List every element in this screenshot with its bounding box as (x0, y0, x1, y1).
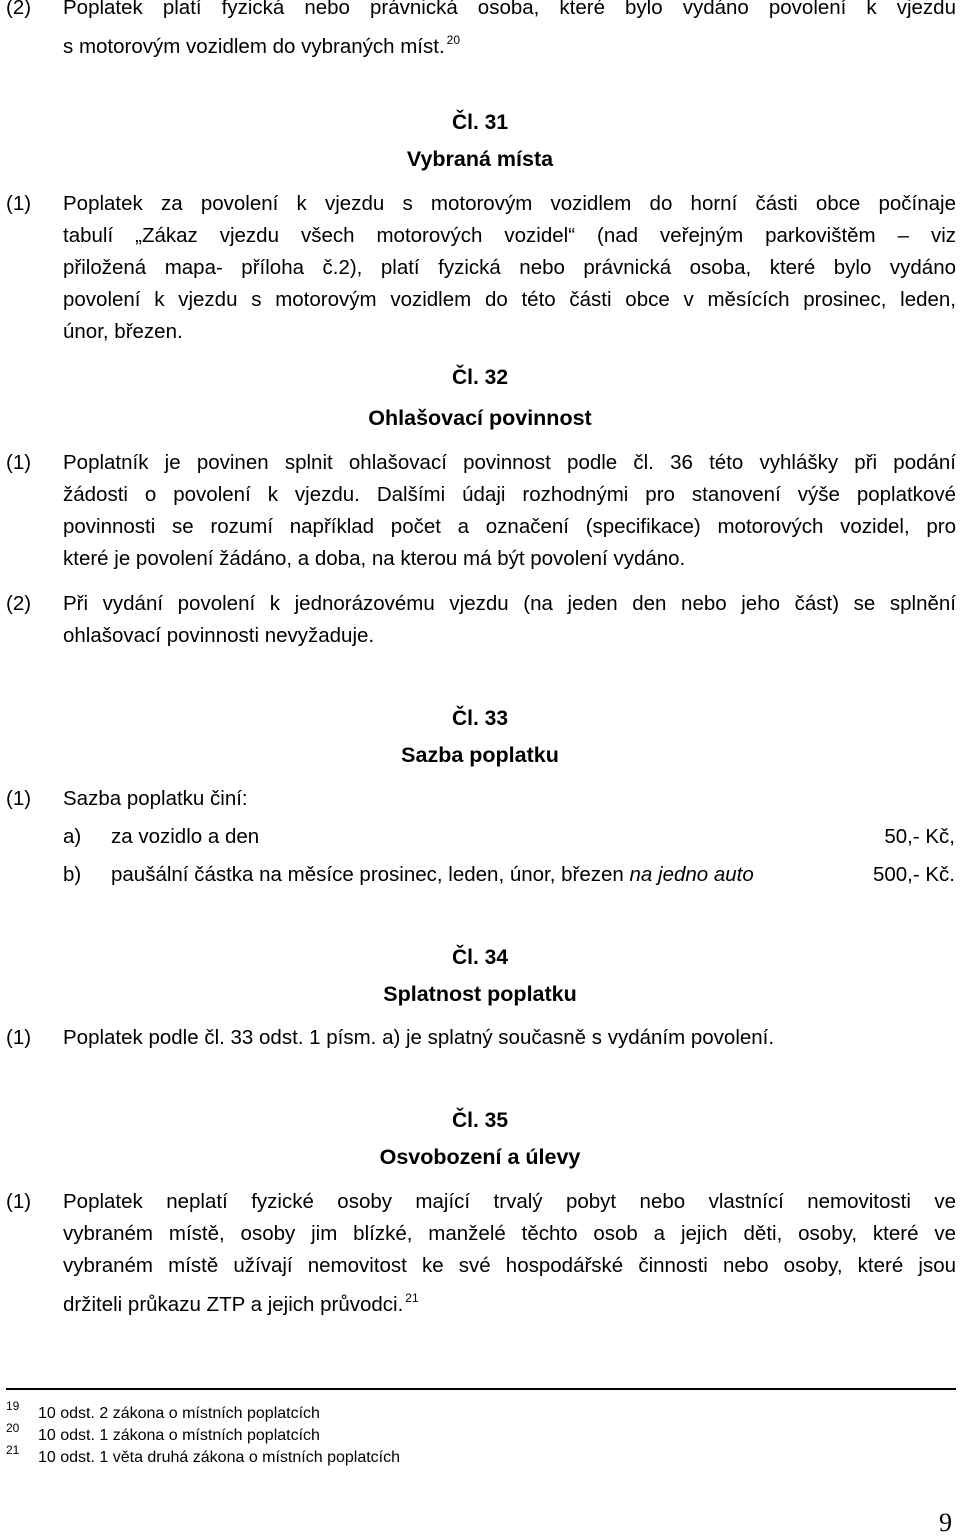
paragraph-line: Při vydání povolení k jednorázovému vjezdu (na jeden den nebo jeho část) se splnění (63, 592, 956, 615)
article-number: Čl. 31 (451, 111, 509, 134)
rate-amount: 50,- Kč, (884, 825, 955, 848)
rate-letter: b) (63, 863, 82, 886)
article-title: Splatnost poplatku (383, 982, 577, 1006)
footnote-number: 19 (6, 1399, 20, 1413)
article-title: Sazba poplatku (401, 743, 559, 767)
footnote-number: 20 (6, 1421, 20, 1435)
footnote-text: 10 odst. 1 věta druhá zákona o místních poplatcích (38, 1449, 400, 1466)
paragraph-line: žádosti o povolení k vjezdu. Dalšími údaji rozhodnými pro stanovení výše poplatkové (63, 483, 956, 506)
paragraph-line: Poplatník je povinen splnit ohlašovací povinnost podle čl. 36 této vyhlášky při podání (63, 451, 956, 474)
paragraph-number: (2) (6, 0, 32, 19)
paragraph-line: které je povolení žádáno, a doba, na kterou má být povolení vydáno. (63, 547, 686, 570)
paragraph-line: povinnosti se rozumí například počet a označení (specifikace) motorových vozidel, pro (63, 515, 956, 538)
paragraph-line: s motorovým vozidlem do vybraných míst. $^{20}$ (63, 33, 461, 58)
rate-description: za vozidlo a den (111, 825, 260, 848)
paragraph-line: Poplatek za povolení k vjezdu s motorovým vozidlem do horní části obce počínaje (63, 192, 956, 215)
paragraph-number: (1) (6, 1026, 32, 1049)
article-number: Čl. 33 (451, 707, 509, 730)
page-number: 9 (939, 1508, 952, 1537)
article-number: Čl. 32 (451, 366, 509, 389)
footnote-ref: 20 (446, 33, 461, 47)
footnote-text: 10 odst. 2 zákona o místních poplatcích (38, 1405, 320, 1422)
paragraph-line: Poplatek platí fyzická nebo právnická osoba, které bylo vydáno povolení k vjezdu (63, 0, 956, 19)
article-number: Čl. 35 (451, 1109, 509, 1132)
article-title: Ohlašovací povinnost (368, 406, 592, 430)
footnote-text: 10 odst. 1 zákona o místních poplatcích (38, 1427, 320, 1444)
paragraph-line: přiložená mapa- příloha č.2), platí fyzická nebo právnická osoba, které bylo vydáno (63, 256, 956, 279)
paragraph-number: (2) (6, 592, 32, 615)
paragraph-line: tabulí „Zákaz vjezdu všech motorových vozidel“ (nad veřejným parkovištěm – viz (63, 224, 956, 247)
rate-amount: 500,- Kč. (872, 863, 955, 886)
paragraph-line: Sazba poplatku činí: (63, 787, 248, 810)
footnote-separator (6, 1388, 956, 1390)
paragraph-line: držiteli průkazu ZTP a jejich průvodci. $^{21}$ (63, 1291, 419, 1316)
paragraph-line: Poplatek neplatí fyzické osoby mající trvalý pobyt nebo vlastnící nemovitosti ve (63, 1190, 956, 1213)
footnote-number: 21 (6, 1443, 20, 1457)
paragraph-number: (1) (6, 1190, 32, 1213)
paragraph-number: (1) (6, 451, 32, 474)
article-number: Čl. 34 (451, 946, 509, 969)
rate-description: paušální částka na měsíce prosinec, leden, únor, březen na jedno auto (111, 863, 754, 886)
footnote-ref: 21 (405, 1291, 419, 1305)
paragraph-line: vybraném místě užívají nemovitost ke své hospodářské činnosti nebo osoby, které jsou (63, 1254, 956, 1277)
article-title: Vybraná místa (406, 147, 554, 171)
paragraph-line: vybraném místě, osoby jim blízké, manželé těchto osob a jejich děti, osoby, které ve (63, 1222, 956, 1245)
paragraph-line: únor, březen. (63, 320, 183, 343)
article-title: Osvobození a úlevy (379, 1145, 581, 1169)
paragraph-line: Poplatek podle čl. 33 odst. 1 písm. a) je splatný současně s vydáním povolení. (63, 1026, 775, 1049)
paragraph-line: ohlašovací povinnosti nevyžaduje. (63, 624, 375, 647)
paragraph-line: povolení k vjezdu s motorovým vozidlem do této části obce v měsících prosinec, leden, (63, 288, 956, 311)
paragraph-number: (1) (6, 787, 32, 810)
rate-letter: a) (63, 825, 82, 848)
paragraph-number: (1) (6, 192, 32, 215)
